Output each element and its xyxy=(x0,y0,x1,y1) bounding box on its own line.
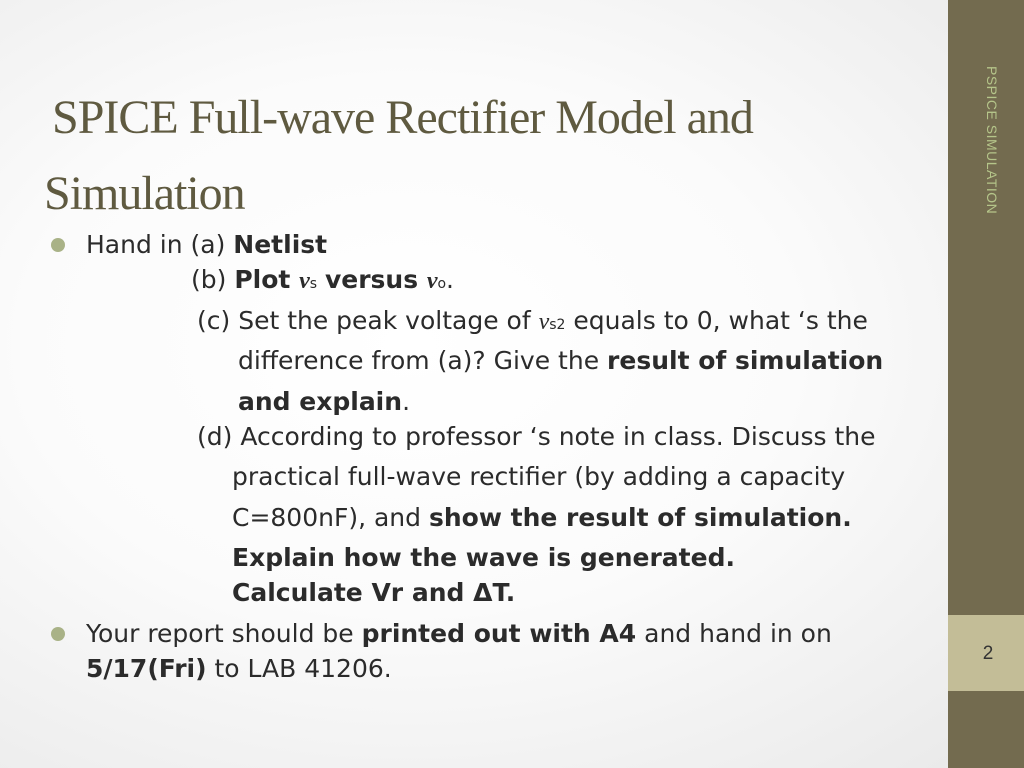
slide-title-line-2: Simulation xyxy=(44,167,245,220)
bullet-2-prefix: Your report should be xyxy=(86,619,362,648)
bullet-1-c-prefix: (c) Set the peak voltage of xyxy=(197,306,539,335)
page-number: 2 xyxy=(982,643,994,664)
bullet-1-d3-prefix: C=800nF), and xyxy=(232,503,429,532)
bullet-1-line-d3 xyxy=(232,501,852,535)
bullet-1-line-a xyxy=(86,228,327,262)
bullet-1-b-var-vo xyxy=(427,268,446,294)
var-v-subscript: o xyxy=(437,276,447,292)
bullet-1-line-d1 xyxy=(197,420,876,454)
var-v-symbol: v xyxy=(299,268,310,294)
bullet-1-c3-bold: and explain xyxy=(238,387,403,416)
bullet-1-c2-bold: result of simulation xyxy=(607,346,884,375)
bullet-1-line-d4 xyxy=(232,541,735,575)
bullet-1-c-var-vs2 xyxy=(539,309,566,335)
bullet-1-dot xyxy=(51,238,65,252)
bullet-1-line-c1 xyxy=(197,304,868,342)
bullet-1-line-d2 xyxy=(232,460,845,494)
bullet-1-d4-bold: Explain how the wave is generated. xyxy=(232,543,735,572)
bullet-2-location: to LAB 41206. xyxy=(206,654,392,683)
sidebar-section-label: PSPICE SIMULATION xyxy=(984,66,1000,215)
var-v-symbol: v xyxy=(426,268,438,294)
bullet-1-b-var-vs xyxy=(299,268,317,294)
bullet-1-d1-text: (d) According to professor ‘s note in class. Discuss the xyxy=(197,422,876,451)
bullet-1-c-suffix: equals to 0, what ‘s the xyxy=(565,306,868,335)
bullet-1-c2-prefix: difference from (a)? Give the xyxy=(238,346,608,375)
bullet-1-b-plot: Plot xyxy=(234,265,300,294)
var-v-subscript: s xyxy=(309,276,318,292)
bullet-1-b-end: . xyxy=(446,265,454,294)
bullet-2-date: 5/17(Fri) xyxy=(86,654,207,683)
bullet-1-b-versus: versus xyxy=(324,265,427,294)
bullet-2-bold: printed out with A4 xyxy=(361,619,637,648)
var-v-subscript: s2 xyxy=(549,317,566,333)
bullet-1-line-c3 xyxy=(238,385,410,419)
bullet-1-a-prefix: Hand in (a) xyxy=(86,230,234,259)
bullet-1-line-c2 xyxy=(238,344,883,378)
bullet-1-d5-bold: Calculate Vr and ΔT. xyxy=(232,578,516,607)
bullet-1-c3-end: . xyxy=(402,387,411,416)
bullet-2-suffix: and hand in on xyxy=(636,619,832,648)
bullet-2-line-1 xyxy=(86,617,832,651)
slide-title-line-1: SPICE Full-wave Rectifier Model and xyxy=(52,91,753,144)
slide-title xyxy=(44,80,924,232)
bullet-1-d2-text: practical full-wave rectifier (by adding a capacity xyxy=(232,462,846,491)
bullet-1-d3-bold: show the result of simulation. xyxy=(428,503,852,532)
bullet-1-line-b xyxy=(191,263,454,301)
bullet-2-dot xyxy=(51,627,65,641)
bullet-1-a-netlist: Netlist xyxy=(233,230,328,259)
bullet-2-line-2 xyxy=(86,652,392,686)
bullet-1-b-prefix: (b) xyxy=(191,265,235,294)
var-v-symbol: v xyxy=(538,309,550,335)
bullet-1-line-d5 xyxy=(232,576,515,610)
